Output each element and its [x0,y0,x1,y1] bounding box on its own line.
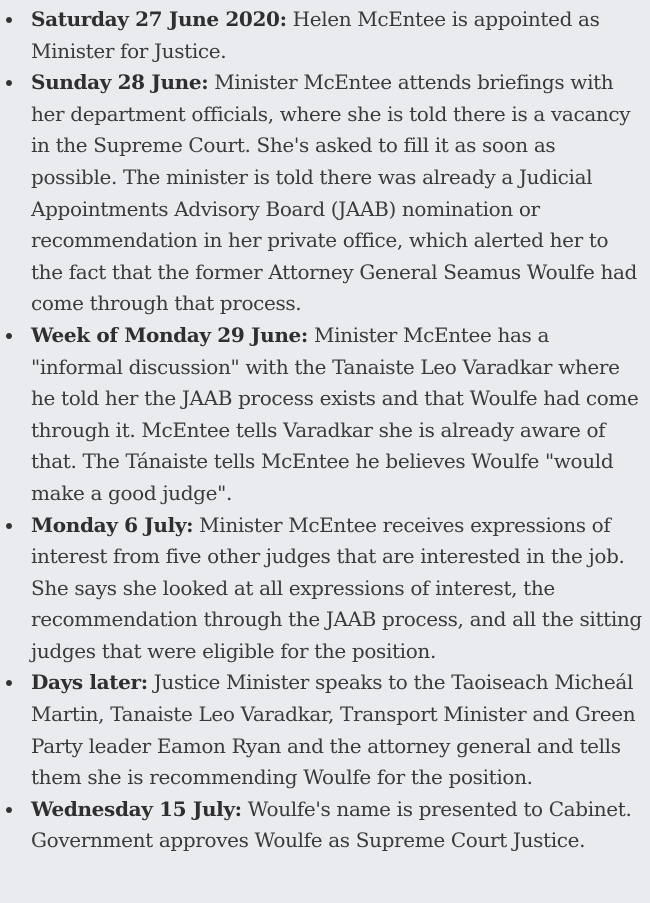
bullet-icon [6,523,12,529]
bullet-icon [6,17,12,23]
timeline-entry [0,794,650,857]
entry-text: Minister McEntee attends briefings with her department officials, where she is told there is a vacancy in the Supreme Court. She's asked to fill it as soon as possible. The minister is told there was already a Judicial Appointments Advisory Board (JAAB) nomination or recommendation in her private office, which alerted her to the fact that the former Attorney General Seamus Woulfe had come through that process. [31,70,638,316]
entry-text: Helen McEntee is appointed as Minister for Justice. [31,7,600,63]
entry-date: Wednesday 15 July: [31,796,242,821]
entry-text: Justice Minister speaks to the Taoiseach Micheál Martin, Tanaiste Leo Varadkar, Transport Minister and Green Party leader Eamon Ryan and the attorney general and tells them she is recommending Woulfe for the position. [31,670,636,790]
bullet-icon [6,80,12,86]
entry-date: Saturday 27 June 2020: [31,7,287,31]
entry-date: Days later: [31,670,148,695]
timeline-entry [0,510,650,668]
entry-text: Minister McEntee has a "informal discussion" with the Tanaiste Leo Varadkar where he told her the JAAB process exists and that Woulfe had come through it. McEntee tells Varadkar she is already aware of that. The Tánaiste tells McEntee he believes Woulfe "would make a good judge". [31,322,639,505]
entry-text: Woulfe's name is presented to Cabinet. Government approves Woulfe as Supreme Court Justice. [31,796,632,853]
timeline-entry [0,320,650,510]
entry-date: Week of Monday 29 June: [31,322,308,347]
entry-text: Minister McEntee receives expressions of interest from five other judges that are interested in the job. She says she looked at all expressions of interest, the recommendation through the JAAB process, and all the sitting judges that were eligible for the position. [31,512,642,663]
timeline-entry [0,4,650,67]
bullet-icon [6,680,12,686]
bullet-icon [6,333,12,339]
entry-date: Monday 6 July: [31,512,194,537]
entry-date: Sunday 28 June: [31,70,209,95]
bullet-icon [6,807,12,813]
timeline-entry [0,67,650,320]
timeline-entry [0,667,650,793]
